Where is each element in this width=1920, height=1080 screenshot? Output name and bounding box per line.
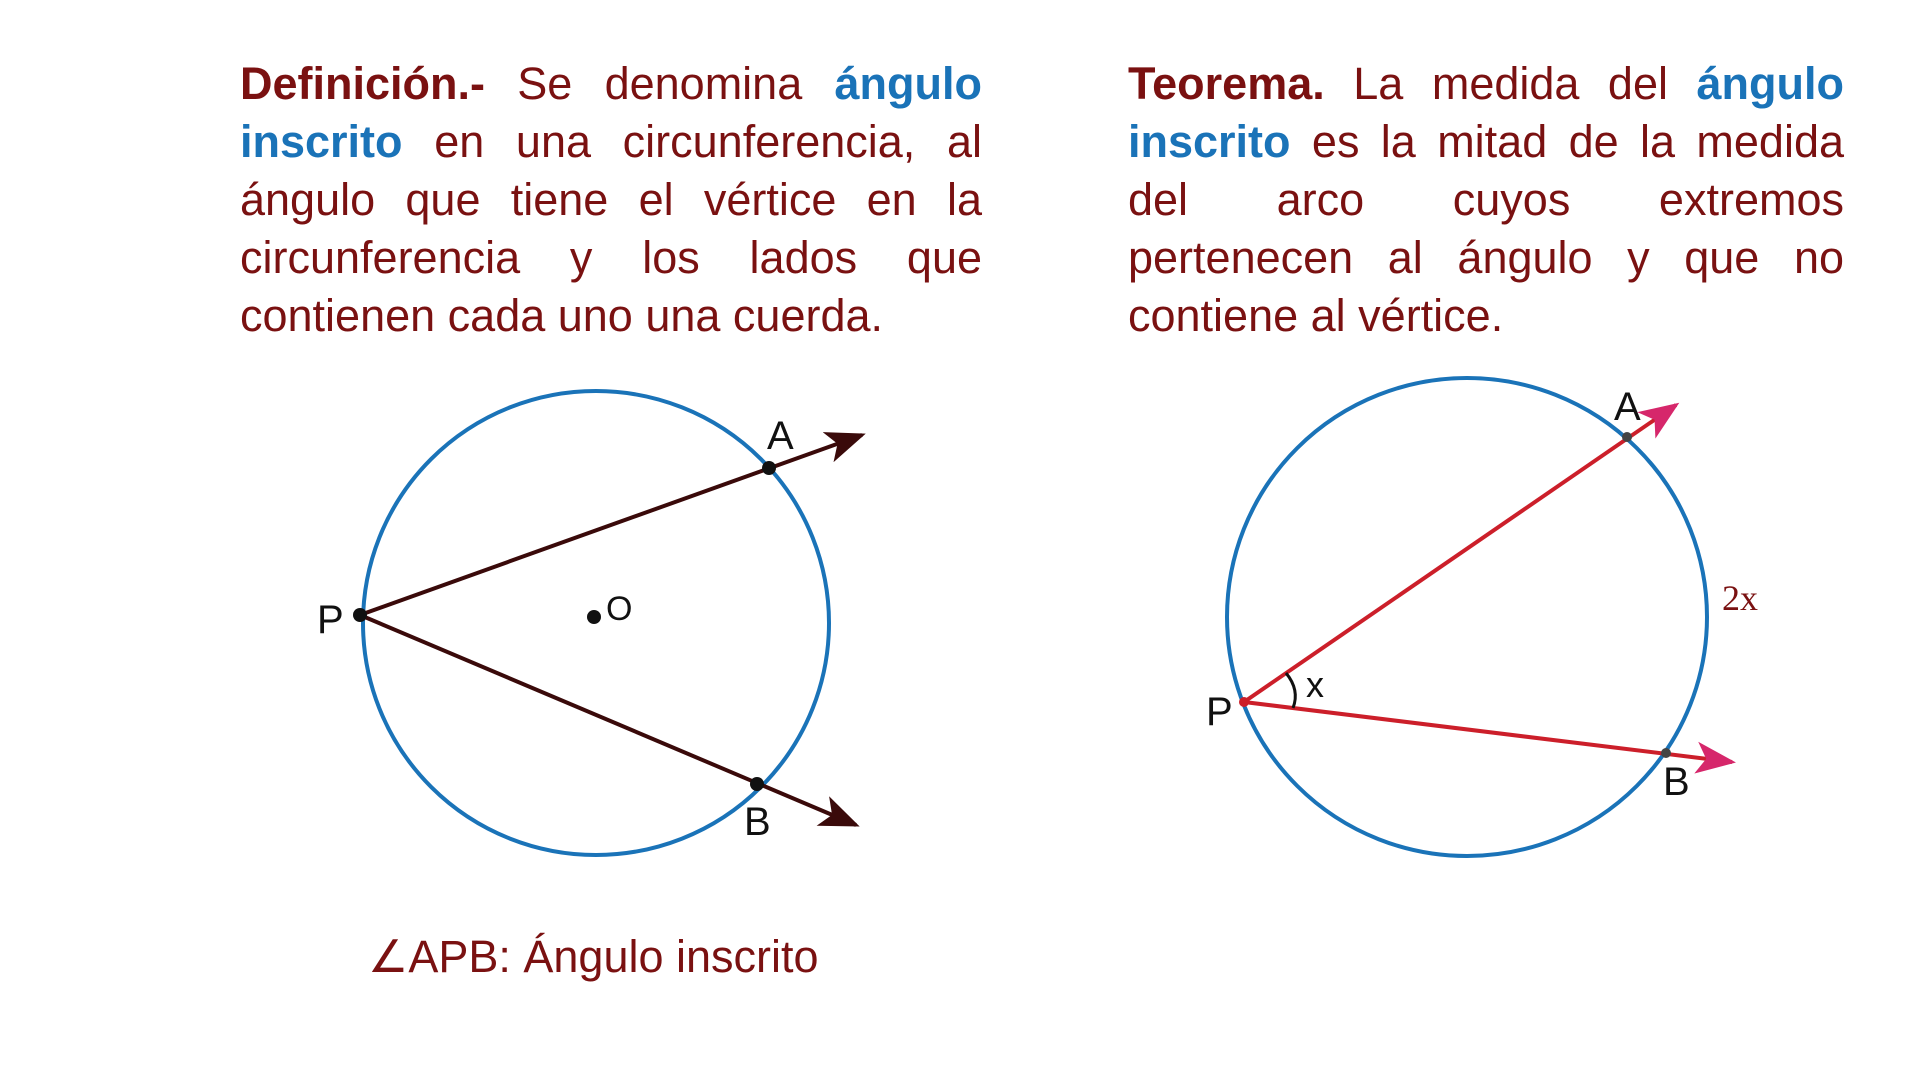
label-b: B [744, 800, 771, 844]
ray-pa-right [1244, 405, 1676, 702]
figure-caption: ∠APB: Ángulo inscrito [368, 931, 819, 982]
label-angle-x: x [1306, 664, 1324, 705]
definition-text-1: Se denomina [485, 58, 835, 109]
theorem-highlight: ángulo inscrito [1128, 58, 1844, 167]
point-p [353, 608, 367, 622]
theorem-heading: Teorema. [1128, 58, 1325, 109]
definition-highlight: ángulo inscrito [240, 58, 982, 167]
point-a-right [1622, 432, 1632, 442]
ray-pb-right [1244, 702, 1732, 762]
label-arc-2x: 2x [1722, 578, 1758, 618]
left-figure [317, 391, 862, 855]
label-p: P [317, 598, 344, 642]
label-p-right: P [1206, 690, 1233, 734]
label-a-right: A [1614, 385, 1641, 429]
label-b-right: B [1663, 760, 1690, 804]
definition-text-2: en una circunferencia, al ángulo que tiene el vértice en la circunferencia y los lados que contienen cada uno una cuerda. [240, 116, 982, 341]
right-circle [1227, 378, 1707, 856]
right-figure [1206, 378, 1758, 856]
point-b [750, 777, 764, 791]
theorem-text-2: es la mitad de la medida del arco cuyos extremos pertenecen al ángulo y que no contiene al vértice. [1128, 116, 1844, 341]
center-point-o [587, 610, 601, 624]
label-a: A [767, 414, 794, 458]
ray-pa [360, 435, 862, 615]
ray-pb [360, 615, 856, 825]
theorem-text-1: La medida del [1324, 58, 1697, 109]
point-a [762, 461, 776, 475]
definition-heading: Definición.- [240, 58, 485, 109]
label-o: O [606, 590, 633, 628]
point-p-right [1239, 697, 1249, 707]
point-b-right [1661, 748, 1671, 758]
angle-arc-x [1286, 673, 1295, 708]
